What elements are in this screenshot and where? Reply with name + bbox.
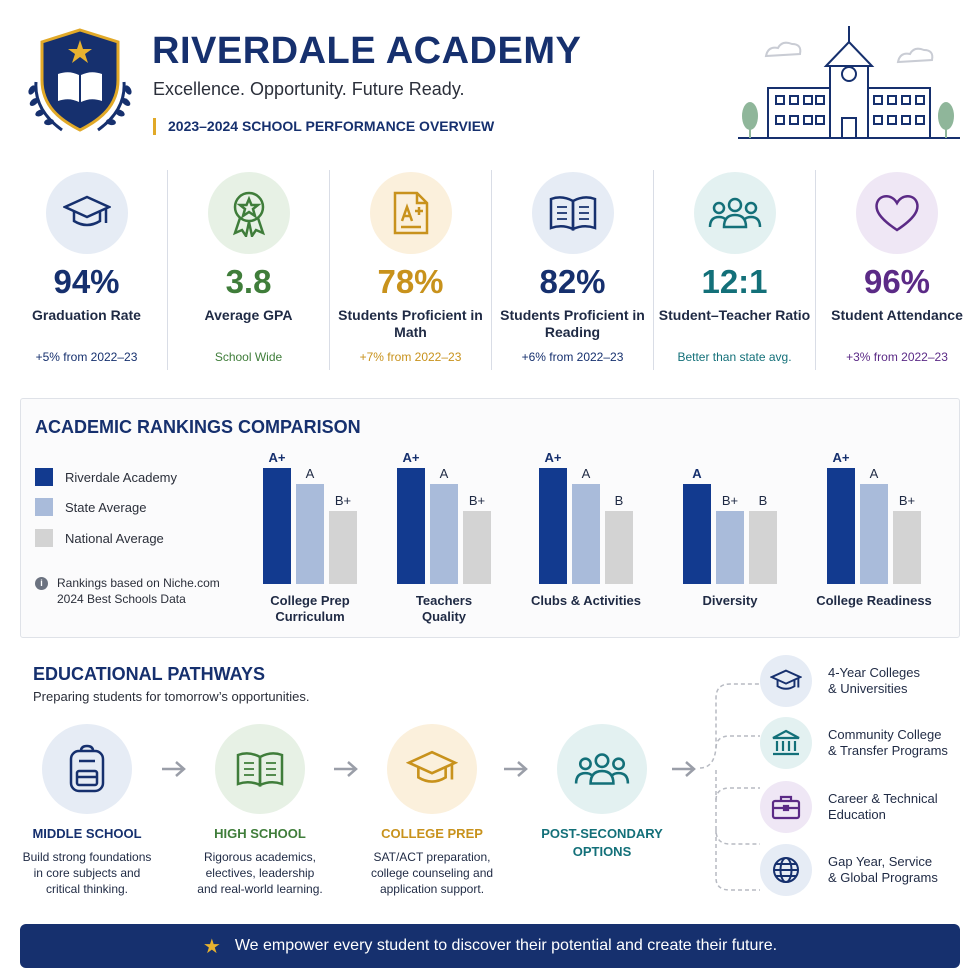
bar-4-2	[893, 511, 921, 584]
option-text	[828, 665, 920, 697]
step-description	[347, 849, 517, 897]
bar-0-1	[296, 484, 324, 584]
stat-math-proficiency	[330, 170, 492, 370]
stat-graduation-rate	[6, 170, 168, 370]
desc-line: Rigorous academics,	[203, 850, 317, 864]
option-line: Career & Technical	[828, 791, 938, 806]
category-label: College Prep	[270, 593, 350, 608]
bar-3-1	[716, 511, 744, 584]
option-line: 4-Year Colleges	[828, 665, 921, 680]
mission-banner	[20, 924, 960, 968]
category-label: College Readiness	[816, 593, 932, 608]
category-label: Clubs & Activities	[530, 593, 642, 608]
legend-label: Riverdale Academy	[65, 469, 177, 485]
branch-connector	[690, 660, 760, 900]
graduation-cap-icon	[760, 655, 812, 707]
stat-label: Graduation Rate	[32, 307, 141, 323]
crest-logo	[22, 22, 138, 140]
option-line: & Global Programs	[828, 870, 938, 885]
a-plus-document-icon	[370, 172, 452, 254]
bar-4-1	[860, 484, 888, 584]
bar-grade-label: B+	[334, 493, 352, 508]
option-community-college	[760, 717, 948, 769]
option-text	[828, 854, 938, 886]
step-description	[2, 849, 172, 897]
stat-value: 96%	[863, 263, 931, 300]
option-line: Community College	[828, 727, 942, 742]
bar-0-0	[263, 468, 291, 584]
name-line: POST-SECONDARY	[541, 826, 663, 841]
stat-note: Better than state avg.	[677, 350, 792, 364]
step-name: HIGH SCHOOL	[214, 826, 306, 841]
bar-grade-label: B	[758, 493, 768, 508]
stat-note: School Wide	[214, 350, 283, 364]
name-line: OPTIONS	[572, 844, 632, 859]
stat-reading-proficiency	[492, 170, 654, 370]
bar-3-2	[749, 511, 777, 584]
step-name	[517, 825, 687, 861]
pathway-step-post-secondary	[517, 724, 687, 861]
bar-grade-label: A+	[268, 450, 286, 465]
bar-2-1	[572, 484, 600, 584]
bar-grade-label: A	[305, 466, 315, 481]
bar-0-2	[329, 511, 357, 584]
legend-swatch	[35, 468, 53, 486]
bar-grade-label: B	[614, 493, 624, 508]
stat-label: Student–Teacher Ratio	[658, 307, 811, 323]
stat-value: 78%	[377, 263, 444, 300]
page-title: RIVERDALE ACADEMY	[152, 30, 582, 72]
bar-3-0	[683, 484, 711, 584]
bar-1-1	[430, 484, 458, 584]
pathway-step-high-school	[175, 724, 345, 897]
option-text	[828, 791, 938, 823]
people-group-icon	[557, 724, 647, 814]
stat-note: +6% from 2022–23	[521, 350, 624, 364]
pathway-step-college-prep	[347, 724, 517, 897]
bar-grade-label: A	[692, 466, 702, 481]
bar-grade-label: A	[581, 466, 591, 481]
option-line: & Universities	[828, 681, 908, 696]
bar-grade-label: B+	[721, 493, 739, 508]
rankings-source-note	[35, 575, 220, 607]
option-career-technical	[760, 781, 938, 833]
star-icon: ★	[202, 935, 221, 958]
legend-item-riverdale	[35, 467, 177, 487]
category-label: Teachers	[415, 593, 473, 608]
bar-grade-label: B+	[898, 493, 916, 508]
tagline: Excellence. Opportunity. Future Ready.	[153, 79, 465, 99]
desc-line: critical thinking.	[45, 882, 129, 896]
desc-line: SAT/ACT preparation,	[373, 850, 491, 864]
category-label: Curriculum	[275, 609, 345, 624]
mission-text: We empower every student to discover their potential and create their future.	[234, 937, 778, 954]
globe-icon	[760, 844, 812, 896]
option-line: & Transfer Programs	[828, 743, 948, 758]
stat-value: 3.8	[225, 263, 272, 300]
bar-grade-label: A	[439, 466, 449, 481]
legend-swatch	[35, 498, 53, 516]
columns-building-icon	[760, 717, 812, 769]
legend-swatch	[35, 529, 53, 547]
category-label: Quality	[421, 609, 467, 624]
bar-grade-label: A	[869, 466, 879, 481]
bar-grade-label: A+	[832, 450, 850, 465]
stat-value: 82%	[539, 263, 606, 300]
open-book-icon	[215, 724, 305, 814]
option-four-year-colleges	[760, 655, 920, 707]
desc-line: and real-world learning.	[197, 882, 323, 896]
stat-note: +5% from 2022–23	[35, 350, 138, 364]
legend-label: National Average	[65, 530, 164, 546]
stat-label: Students Proficient in Reading	[500, 307, 645, 340]
rankings-bar-chart	[230, 440, 950, 630]
stat-attendance	[816, 170, 978, 370]
pathway-step-middle-school	[2, 724, 172, 897]
award-ribbon-icon	[208, 172, 290, 254]
stat-average-gpa	[168, 170, 330, 370]
people-group-icon	[694, 172, 776, 254]
desc-line: Build strong foundations	[22, 850, 152, 864]
briefcase-icon	[760, 781, 812, 833]
desc-line: in core subjects and	[33, 866, 141, 880]
note-line: 2024 Best Schools Data	[57, 592, 186, 606]
step-description	[175, 849, 345, 897]
desc-line: application support.	[379, 882, 485, 896]
note-line: Rankings based on Niche.com	[57, 576, 220, 590]
rankings-title: ACADEMIC RANKINGS COMPARISON	[35, 417, 361, 437]
report-title: 2023–2024 SCHOOL PERFORMANCE OVERVIEW	[153, 118, 494, 135]
stat-value: 12:1	[701, 263, 768, 300]
legend-item-state	[35, 497, 146, 517]
step-name: COLLEGE PREP	[381, 826, 483, 841]
graduation-cap-icon	[387, 724, 477, 814]
option-gap-year	[760, 844, 938, 896]
legend-label: State Average	[65, 499, 147, 515]
stat-note: +3% from 2022–23	[846, 350, 948, 364]
stat-value: 94%	[53, 263, 120, 300]
open-book-icon	[532, 172, 614, 254]
backpack-icon	[42, 724, 132, 814]
stat-label: Student Attendance	[831, 307, 963, 323]
option-text	[828, 727, 948, 759]
heart-icon	[856, 172, 938, 254]
bar-grade-label: B+	[468, 493, 486, 508]
stat-label: Students Proficient in Math	[338, 307, 483, 340]
desc-line: college counseling and	[370, 866, 494, 880]
stat-student-teacher-ratio	[654, 170, 816, 370]
option-line: Education	[828, 807, 886, 822]
pathways-title: EDUCATIONAL PATHWAYS	[33, 664, 266, 684]
bar-1-0	[397, 468, 425, 584]
bar-2-0	[539, 468, 567, 584]
desc-line: electives, leadership	[205, 866, 315, 880]
step-name: MIDDLE SCHOOL	[32, 826, 142, 841]
category-label: Diversity	[702, 593, 758, 608]
bar-grade-label: A+	[402, 450, 420, 465]
bar-grade-label: A+	[544, 450, 562, 465]
info-icon: i	[35, 577, 48, 590]
graduation-cap-icon	[46, 172, 128, 254]
bar-2-2	[605, 511, 633, 584]
bar-1-2	[463, 511, 491, 584]
school-building-icon	[738, 22, 960, 144]
option-line: Gap Year, Service	[828, 854, 933, 869]
pathways-subtitle: Preparing students for tomorrow’s opportunities.	[33, 689, 310, 704]
stat-label: Average GPA	[204, 307, 293, 323]
stat-note: +7% from 2022–23	[359, 350, 462, 364]
bar-4-0	[827, 468, 855, 584]
legend-item-national	[35, 528, 164, 548]
